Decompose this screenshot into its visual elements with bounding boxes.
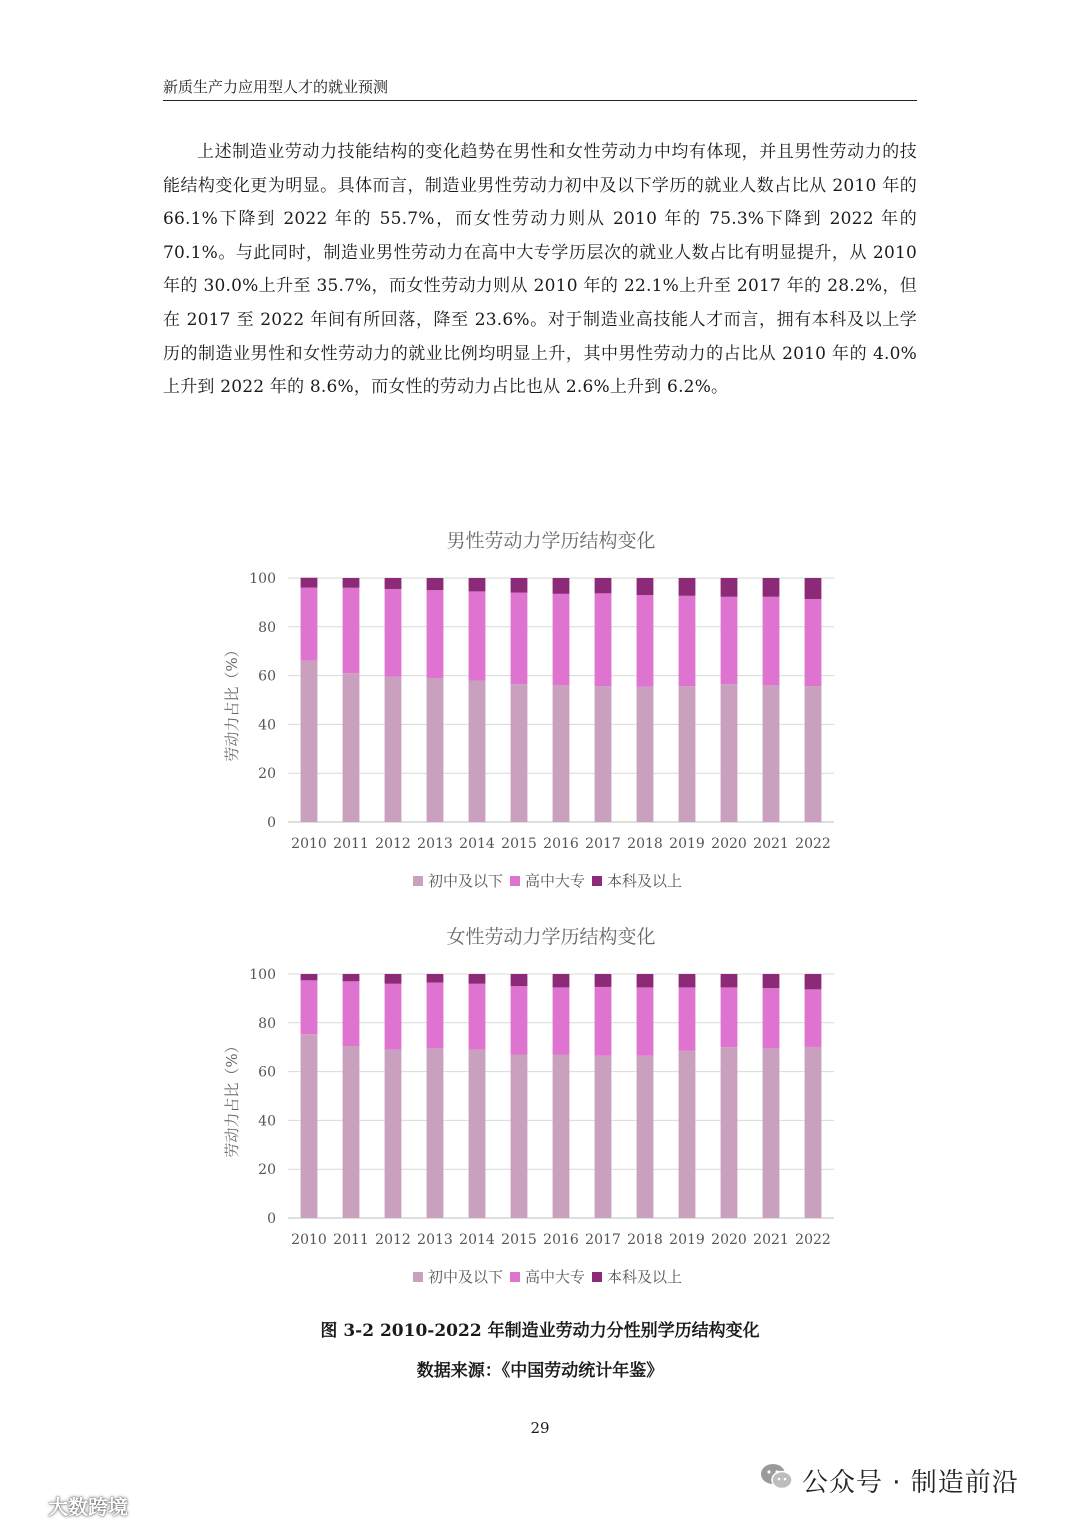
watermark-brand-text: 大数跨境 <box>48 1495 128 1519</box>
chart-1-ytick-label: 20 <box>258 1162 276 1179</box>
chart-1-xtick-label: 2019 <box>669 1232 705 1248</box>
chart-1-bar-2019-series-1 <box>679 987 696 1050</box>
chart-0-xtick-label: 2021 <box>753 836 789 852</box>
chart-1-bar-2010-series-0 <box>301 1034 318 1218</box>
chart-1-bar-2010-series-1 <box>301 980 318 1034</box>
chart-1-bar-2019-series-0 <box>679 1051 696 1218</box>
chart-0-bar-2011-series-1 <box>343 588 360 673</box>
chart-1-legend-label: 本科及以上 <box>607 1268 683 1286</box>
chart-0-bar-2020-series-0 <box>721 684 738 822</box>
brand-logo-icon <box>8 1492 44 1519</box>
chart-1-bar-2018-series-2 <box>637 974 654 987</box>
chart-1-xtick-label: 2016 <box>543 1232 579 1248</box>
chart-1-legend-swatch <box>510 1272 520 1282</box>
chart-1-bar-2021-series-2 <box>763 974 780 988</box>
chart-0-xtick-label: 2017 <box>585 836 621 852</box>
chart-1-bar-2019-series-2 <box>679 974 696 987</box>
chart-0-bar-2012-series-0 <box>385 677 402 822</box>
chart-0-bar-2022-series-1 <box>805 599 822 686</box>
chart-1-bar-2013-series-1 <box>427 983 444 1049</box>
chart-1-bar-2017-series-1 <box>595 987 612 1056</box>
chart-1-xtick-label: 2022 <box>795 1232 831 1248</box>
figure-caption: 图 3-2 2010-2022 年制造业劳动力分性别学历结构变化 <box>320 1321 760 1341</box>
chart-1-legend-label: 高中大专 <box>525 1268 586 1286</box>
chart-1-bar-2011-series-2 <box>343 974 360 981</box>
chart-1-bar-2014-series-1 <box>469 984 486 1050</box>
chart-1-ytick-label: 40 <box>258 1113 276 1130</box>
chart-0-bar-2015-series-2 <box>511 578 528 593</box>
chart-0-bar-2010-series-0 <box>301 661 318 822</box>
chart-1-bar-2011-series-0 <box>343 1046 360 1218</box>
chart-1-bar-2020-series-0 <box>721 1047 738 1218</box>
chart-1-bar-2017-series-2 <box>595 974 612 987</box>
chart-0-ytick-label: 40 <box>258 717 276 734</box>
chart-0-bar-2020-series-1 <box>721 597 738 684</box>
chart-1-ytick-label: 0 <box>267 1211 276 1227</box>
chart-0-bar-2016-series-1 <box>553 594 570 686</box>
chart-0-xtick-label: 2019 <box>669 836 705 852</box>
chart-1-bar-2021-series-1 <box>763 988 780 1048</box>
chart-1-xtick-label: 2017 <box>585 1232 621 1248</box>
chart-0-bar-2016-series-2 <box>553 578 570 594</box>
running-header: 新质生产力应用型人才的就业预测 <box>163 78 389 96</box>
chart-0-bar-2014-series-0 <box>469 680 486 822</box>
chart-0-ytick-label: 60 <box>258 668 276 685</box>
chart-female <box>190 918 850 1288</box>
chart-1-title: 女性劳动力学历结构变化 <box>446 926 656 948</box>
chart-1-legend-label: 初中及以下 <box>428 1268 504 1286</box>
chart-0-bar-2017-series-0 <box>595 686 612 822</box>
chart-1-xtick-label: 2018 <box>627 1232 663 1248</box>
chart-1-bar-2021-series-0 <box>763 1048 780 1218</box>
chart-0-ytick-label: 100 <box>249 571 276 587</box>
chart-1-bar-2012-series-1 <box>385 984 402 1050</box>
chart-0-bar-2013-series-2 <box>427 578 444 590</box>
chart-0-bar-2011-series-2 <box>343 578 360 588</box>
chart-0-bar-2016-series-0 <box>553 685 570 822</box>
chart-0-xtick-label: 2018 <box>627 836 663 852</box>
chart-0-ytick-label: 80 <box>258 619 276 636</box>
chart-0-bar-2018-series-0 <box>637 687 654 822</box>
chart-0-bar-2012-series-2 <box>385 578 402 589</box>
chart-1-bar-2010-series-2 <box>301 974 318 980</box>
chart-1-bar-2018-series-1 <box>637 987 654 1055</box>
chart-1-bar-2016-series-0 <box>553 1055 570 1218</box>
chart-0-bar-2010-series-1 <box>301 588 318 661</box>
chart-1-bar-2020-series-2 <box>721 974 738 987</box>
chart-0-ytick-label: 20 <box>258 766 276 783</box>
chart-0-bar-2021-series-0 <box>763 685 780 822</box>
chart-1-bar-2022-series-2 <box>805 974 822 989</box>
chart-1-xtick-label: 2020 <box>711 1232 747 1248</box>
chart-1-xtick-label: 2014 <box>459 1232 495 1248</box>
chart-1-bar-2015-series-2 <box>511 974 528 986</box>
chart-0-legend-swatch <box>592 876 602 886</box>
chart-1-bar-2015-series-1 <box>511 986 528 1054</box>
chart-0-bar-2021-series-1 <box>763 597 780 686</box>
chart-0-ytick-label: 0 <box>267 815 276 831</box>
chart-0-bar-2015-series-1 <box>511 593 528 685</box>
chart-1-bar-2017-series-0 <box>595 1056 612 1218</box>
chart-1-bar-2014-series-0 <box>469 1050 486 1218</box>
chart-0-bar-2018-series-2 <box>637 578 654 595</box>
chart-1-legend-swatch <box>413 1272 423 1282</box>
chart-1-bar-2013-series-2 <box>427 974 444 983</box>
chart-0-xtick-label: 2013 <box>417 836 453 852</box>
watermark-brand <box>8 1491 128 1520</box>
chart-0-legend-label: 高中大专 <box>525 872 586 890</box>
figure-source: 数据来源：《中国劳动统计年鉴》 <box>416 1361 664 1381</box>
chart-0-title: 男性劳动力学历结构变化 <box>446 530 656 552</box>
chart-1-bar-2014-series-2 <box>469 974 486 984</box>
chart-0-xtick-label: 2012 <box>375 836 411 852</box>
chart-0-bar-2017-series-1 <box>595 593 612 686</box>
chart-1-bar-2012-series-0 <box>385 1050 402 1218</box>
chart-0-bar-2012-series-1 <box>385 589 402 677</box>
chart-0-bar-2020-series-2 <box>721 578 738 597</box>
chart-0-bar-2021-series-2 <box>763 578 780 597</box>
chart-1-legend-swatch <box>592 1272 602 1282</box>
chart-1-xtick-label: 2010 <box>291 1232 327 1248</box>
chart-0-xtick-label: 2014 <box>459 836 495 852</box>
chart-0-xtick-label: 2016 <box>543 836 579 852</box>
chart-male-svg <box>190 522 850 902</box>
chart-0-legend-label: 初中及以下 <box>428 872 504 890</box>
page-number: 29 <box>530 1419 550 1437</box>
header-rule <box>163 100 917 101</box>
chart-0-bar-2018-series-1 <box>637 595 654 687</box>
chart-0-xtick-label: 2011 <box>333 836 369 852</box>
chart-0-bar-2015-series-0 <box>511 684 528 822</box>
chart-0-bar-2022-series-0 <box>805 686 822 822</box>
chart-female-svg <box>190 918 850 1298</box>
chart-male <box>190 522 850 892</box>
chart-1-ylabel: 劳动力占比（%） <box>223 1038 241 1158</box>
chart-0-xtick-label: 2010 <box>291 836 327 852</box>
body-paragraph: 上述制造业劳动力技能结构的变化趋势在男性和女性劳动力中均有体现，并且男性劳动力的技能结构变化更为明显。具体而言，制造业男性劳动力初中及以下学历的就业人数占比从 2010 年的 66.1%下降到 2022 年的 55.7%，而女性劳动力则从 2010 年的 75.3%下降到 2022 年的 70.1%。与此同时，制造业男性劳动力在高中大专学历层次的就业人数占比有明显提升，从 2010 年的 30.0%上升至 35.7%，而女性劳动力则从 2010 年的 22.1%上升至 2017 年的 28.2%，但在 2017 至 2022 年间有所回落，降至 23.6%。对于制造业高技能人才而言，拥有本科及以上学历的制造业男性和女性劳动力的就业比例均明显上升，其中男性劳动力的占比从 2010 年的 4.0%上升到 2022 年的 8.6%，而女性的劳动力占比也从 2.6%上升到 6.2%。 <box>163 142 917 398</box>
chart-1-ytick-label: 100 <box>249 967 276 983</box>
chart-1-xtick-label: 2015 <box>501 1232 537 1248</box>
chart-0-legend-label: 本科及以上 <box>607 872 683 890</box>
chart-1-ytick-label: 60 <box>258 1064 276 1081</box>
chart-0-bar-2014-series-2 <box>469 578 486 591</box>
chart-0-bar-2011-series-0 <box>343 673 360 822</box>
chart-0-bar-2010-series-2 <box>301 578 318 588</box>
chart-1-bar-2018-series-0 <box>637 1056 654 1218</box>
chart-0-xtick-label: 2020 <box>711 836 747 852</box>
chart-1-bar-2015-series-0 <box>511 1055 528 1218</box>
chart-1-bar-2022-series-0 <box>805 1047 822 1218</box>
chart-0-bar-2013-series-1 <box>427 590 444 678</box>
chart-1-bar-2022-series-1 <box>805 989 822 1047</box>
chart-0-bar-2014-series-1 <box>469 591 486 680</box>
chart-1-bar-2013-series-0 <box>427 1048 444 1218</box>
watermark-wechat-text: 公众号 · 制造前沿 <box>802 1468 1019 1498</box>
chart-0-legend-swatch <box>510 876 520 886</box>
chart-1-bar-2020-series-1 <box>721 987 738 1047</box>
chart-0-bar-2019-series-0 <box>679 686 696 822</box>
chart-1-ytick-label: 80 <box>258 1015 276 1032</box>
wechat-icon <box>760 1462 794 1499</box>
chart-0-xtick-label: 2015 <box>501 836 537 852</box>
chart-0-bar-2019-series-2 <box>679 578 696 596</box>
chart-1-bar-2011-series-1 <box>343 981 360 1046</box>
chart-0-legend-swatch <box>413 876 423 886</box>
watermark-wechat <box>760 1462 1019 1499</box>
chart-0-xtick-label: 2022 <box>795 836 831 852</box>
chart-1-xtick-label: 2013 <box>417 1232 453 1248</box>
chart-0-ylabel: 劳动力占比（%） <box>223 642 241 762</box>
chart-0-bar-2013-series-0 <box>427 678 444 822</box>
chart-1-bar-2016-series-2 <box>553 974 570 987</box>
chart-0-bar-2022-series-2 <box>805 578 822 599</box>
chart-1-xtick-label: 2012 <box>375 1232 411 1248</box>
chart-0-bar-2019-series-1 <box>679 596 696 686</box>
chart-1-xtick-label: 2011 <box>333 1232 369 1248</box>
chart-1-bar-2016-series-1 <box>553 987 570 1054</box>
chart-1-bar-2012-series-2 <box>385 974 402 984</box>
chart-1-xtick-label: 2021 <box>753 1232 789 1248</box>
chart-0-bar-2017-series-2 <box>595 578 612 593</box>
